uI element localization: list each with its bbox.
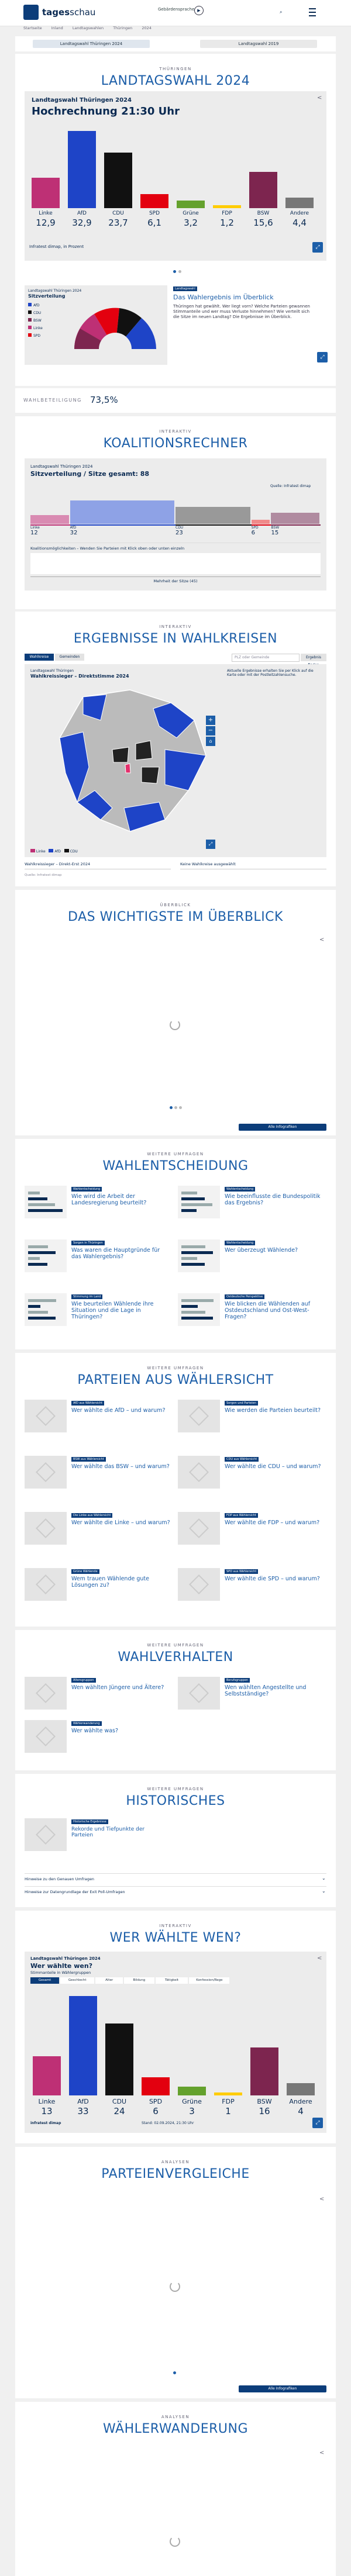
thumb-chart-bar — [181, 1192, 197, 1194]
coalition-bar[interactable] — [252, 520, 270, 524]
all-infographics-button[interactable]: Alle Infografiken — [239, 2385, 326, 2392]
party-comparison-card — [15, 2147, 336, 2398]
teaser-title[interactable]: Wen wählten Jüngere und Ältere? — [71, 1684, 164, 1691]
parties-card — [15, 1353, 336, 1627]
play-icon[interactable]: ▶ — [194, 6, 204, 15]
coalition-source: Quelle: Infratest dimap — [270, 484, 311, 488]
result-party-label: BSW — [257, 210, 270, 216]
who-voted-bar — [214, 2092, 242, 2095]
teaser-image[interactable] — [178, 1456, 220, 1489]
teaser-title[interactable]: Wen wählten Angestellte und Selbstständige? — [225, 1684, 307, 1697]
teaser-image[interactable] — [25, 1239, 67, 1272]
thumb-chart-bar — [181, 1311, 205, 1314]
teaser-image[interactable] — [25, 1293, 67, 1326]
find-result-button[interactable]: Ergebnis — [301, 654, 326, 661]
thumb-chart-bar — [28, 1209, 63, 1212]
share-icon[interactable]: < — [319, 2450, 325, 2456]
teaser-title[interactable]: Wem trauen Wählende gute Lösungen zu? — [71, 1576, 149, 1589]
teaser-image[interactable] — [25, 1568, 67, 1601]
panel-title: Landtagswahl Thüringen 2024 — [30, 1956, 101, 1961]
teaser-title[interactable]: Was waren die Hauptgründe für das Wahlergebnis? — [71, 1247, 160, 1260]
teaser-image[interactable] — [25, 1456, 67, 1489]
teaser-kicker: SPD aus Wählersicht — [225, 1569, 258, 1574]
teaser-image[interactable] — [178, 1400, 220, 1432]
thumb-chart-bar — [28, 1305, 40, 1308]
teaser-kicker: Wählerwanderung — [71, 1721, 102, 1726]
section-kicker: INTERAKTIV — [159, 429, 192, 434]
who-voted-party-label: Linke — [38, 2098, 56, 2105]
panel-stand: Stand: 02.09.2024, 21:30 Uhr — [142, 2121, 194, 2125]
legend-cdu: CDU — [70, 850, 78, 854]
teaser-title[interactable]: Wie werden die Parteien beurteilt? — [225, 1407, 321, 1414]
result-value: 3,2 — [184, 217, 198, 228]
breadcrumb-item[interactable]: Thüringen — [113, 26, 133, 30]
fullscreen-icon[interactable]: ⤢ — [312, 2118, 323, 2128]
thumb-chart-bar — [28, 1197, 47, 1200]
share-icon[interactable]: < — [317, 95, 322, 101]
result-party-label: FDP — [222, 210, 232, 216]
coalition-party-label: Linke — [30, 524, 70, 530]
map-panel — [25, 664, 326, 857]
voting-behaviour-card — [15, 1630, 336, 1770]
legend-afd: AfD — [54, 850, 61, 854]
chevron-down-icon[interactable]: ⌄ — [322, 1888, 326, 1894]
section-title: HISTORISCHES — [126, 1794, 225, 1808]
section-kicker: WEITERE UMFRAGEN — [147, 1366, 204, 1370]
teaser-title[interactable]: Wer wählte was? — [71, 1728, 119, 1734]
turnout-card — [15, 388, 336, 413]
who-voted-bar — [287, 2083, 315, 2095]
share-icon[interactable]: < — [317, 1955, 322, 1962]
image-placeholder-icon — [189, 1683, 209, 1703]
who-voted-card — [15, 1911, 336, 2143]
coalition-subtitle: Sitzverteilung / Sitze gesamt: 88 — [30, 470, 150, 478]
coalition-party-label: CDU — [176, 524, 252, 530]
coalition-party-label: BSW — [271, 524, 321, 530]
teaser-title[interactable]: Wer wählte die SPD – und warum? — [225, 1576, 320, 1582]
seat-legend-item — [28, 333, 63, 338]
fullscreen-icon[interactable]: ⤢ — [317, 352, 328, 362]
coalition-note: Koalitionsmöglichkeiten – Wenden Sie Parteien mit Klick oben oder unten einzeln — [30, 546, 185, 551]
coalition-seat-value: 32 — [70, 530, 78, 536]
result-bar — [213, 205, 241, 208]
teaser-image[interactable] — [25, 1720, 67, 1753]
teaser-kicker: Historische Ergebnisse — [71, 1819, 108, 1824]
results-chart-panel — [25, 91, 326, 261]
share-icon[interactable]: < — [319, 937, 325, 943]
thumb-chart-bar — [181, 1305, 198, 1308]
seat-chart-subtitle: Sitzverteilung — [28, 293, 66, 299]
result-value: 23,7 — [108, 217, 128, 228]
tab-lw-2019[interactable]: Landtagswahl 2019 — [200, 40, 317, 48]
teaser-kicker: Altersgruppen — [71, 1678, 96, 1683]
constituency-select[interactable]: Keine Wahlkreise ausgewählt — [180, 862, 326, 869]
teaser-kicker: Sorgen in Thüringen — [71, 1241, 105, 1245]
carousel-dot[interactable] — [170, 1106, 173, 1109]
section-title: PARTEIENVERGLEICHE — [101, 2167, 250, 2181]
winner-select[interactable]: Wahlkreissieger – Direkt-Erst 2024 — [25, 862, 171, 869]
group-tab[interactable]: Geschlecht — [60, 1977, 94, 1984]
who-voted-party-label: BSW — [257, 2098, 272, 2105]
teaser-title[interactable]: Wer wählte die FDP – und warum? — [225, 1520, 320, 1526]
carousel-dot[interactable] — [174, 1106, 177, 1109]
result-bar — [32, 178, 60, 208]
who-voted-value: 13 — [41, 2106, 53, 2116]
teaser-title[interactable]: Wer wählte die AfD – und warum? — [71, 1407, 166, 1414]
teaser-title[interactable]: Wer überzeugt Wählende? — [225, 1247, 298, 1254]
plz-search-input[interactable]: PLZ oder Gemeinde — [232, 654, 300, 662]
coalition-bar[interactable] — [271, 513, 319, 524]
zoom-out-button[interactable]: − — [206, 726, 215, 735]
who-voted-value: 33 — [77, 2106, 89, 2116]
coalition-drop-area[interactable] — [30, 553, 321, 574]
voter-migration-card — [15, 2402, 336, 2576]
coalition-seat-value: 15 — [271, 530, 279, 536]
result-bar — [104, 153, 132, 208]
section-kicker: WEITERE UMFRAGEN — [147, 1787, 204, 1791]
thumb-chart-bar — [28, 1245, 48, 1248]
teaser-title[interactable]: Das Wahlergebnis im Überblick — [173, 293, 274, 301]
chart-footer: Infratest dimap, in Prozent — [29, 244, 84, 249]
thumb-chart-bar — [181, 1251, 213, 1254]
who-voted-party-label: SPD — [149, 2098, 163, 2105]
section-kicker: ANALYSEN — [161, 2415, 190, 2419]
result-link-teaser[interactable] — [173, 286, 329, 364]
turnout-value: 73,5% — [90, 395, 118, 405]
fullscreen-icon[interactable]: ⤢ — [206, 840, 215, 849]
result-value: 1,2 — [220, 217, 234, 228]
coalition-bar[interactable] — [176, 507, 250, 524]
section-title: KOALITIONSRECHNER — [103, 436, 248, 451]
image-placeholder-icon — [189, 1462, 209, 1482]
who-voted-bar — [142, 2077, 170, 2095]
tagesschau-logo-icon[interactable] — [23, 5, 39, 20]
legend-swatch — [28, 310, 32, 314]
image-placeholder-icon — [36, 1683, 56, 1703]
seat-chart-title: Landtagswahl Thüringen 2024 — [28, 289, 82, 293]
site-header — [0, 0, 351, 26]
legend-label: SPD — [33, 334, 41, 338]
result-value: 12,9 — [36, 217, 56, 228]
result-bar — [249, 172, 277, 208]
teaser-image[interactable] — [178, 1186, 220, 1218]
thumb-chart-bar — [28, 1311, 48, 1314]
panel-subtitle: Wer wählte wen? — [30, 1962, 93, 1970]
thumb-chart-bar — [181, 1245, 205, 1248]
who-voted-party-label: Andere — [289, 2098, 312, 2105]
who-voted-bar — [178, 2087, 206, 2095]
result-bar — [177, 201, 205, 208]
teaser-title[interactable]: Wer wählte die CDU – und warum? — [225, 1463, 321, 1470]
carousel-dot[interactable] — [178, 270, 181, 273]
breadcrumb — [23, 26, 328, 36]
panel-subtitle-2: Stimmanteile in Wählergruppen — [30, 1970, 91, 1975]
result-party-label: Andere — [290, 210, 309, 216]
result-party-label: AfD — [77, 210, 87, 216]
result-value: 6,1 — [147, 217, 161, 228]
who-voted-bar — [250, 2047, 278, 2095]
teaser-kicker: Ostdeutsche Perspektive — [225, 1294, 264, 1299]
result-bar — [285, 198, 314, 208]
seat-hemicycle — [66, 299, 165, 358]
who-voted-party-label: CDU — [112, 2098, 127, 2105]
result-bar — [140, 194, 168, 208]
map-legend — [30, 849, 78, 854]
group-tab[interactable]: Konfession/Rege — [189, 1977, 229, 1984]
loading-spinner-icon — [170, 1020, 180, 1030]
result-bar — [68, 131, 96, 208]
teaser-title[interactable]: Wer wählte das BSW – und warum? — [71, 1463, 170, 1470]
results-bars — [25, 91, 326, 261]
image-placeholder-icon — [36, 1406, 56, 1426]
coalition-bar[interactable] — [70, 500, 174, 524]
coalition-panel — [25, 458, 326, 591]
section-kicker: ÜBERBLICK — [160, 903, 191, 907]
section-kicker: INTERAKTIV — [159, 1924, 192, 1928]
teaser-text: Thüringen hat gewählt. Wer liegt vorn? Welche Parteien gewannen Stimmanteile und wer muss Verluste hinnehmen? Wie verteilt sich die Sitze im neuen Landtag? Die Ergebnisse im Überblick. — [173, 304, 310, 319]
teaser-image[interactable] — [25, 1677, 67, 1710]
panel-source: infratest dimap — [30, 2121, 61, 2125]
section-title: WAHLENTSCHEIDUNG — [102, 1159, 249, 1173]
who-voted-party-label: Grüne — [182, 2098, 202, 2105]
legend-swatch — [28, 326, 32, 329]
legend-label: BSW — [33, 319, 42, 323]
chart-subtitle: Hochrechnung 21:30 Uhr — [32, 105, 180, 118]
who-voted-panel — [25, 1952, 326, 2133]
teaser-kicker: Sorgen und Parteien — [225, 1401, 258, 1406]
section-title: PARTEIEN AUS WÄHLERSICHT — [77, 1373, 274, 1387]
decision-card — [15, 1139, 336, 1349]
divider — [25, 1886, 326, 1887]
coalition-seat-value: 23 — [176, 530, 183, 536]
legend-swatch — [28, 333, 32, 337]
teaser-title[interactable]: Wie wird die Arbeit der Landesregierung beurteilt? — [71, 1193, 147, 1206]
who-voted-value: 1 — [225, 2106, 231, 2116]
hint-link[interactable]: Hinweise zur Datengrundlage der Exit Poll-Umfragen — [25, 1890, 125, 1894]
divider — [25, 1873, 326, 1874]
coalition-title: Landtagswahl Thüringen 2024 — [30, 464, 93, 469]
who-voted-party-label: AfD — [77, 2098, 89, 2105]
thuringia-map[interactable] — [48, 685, 218, 837]
all-infographics-button[interactable]: Alle Infografiken — [239, 1124, 326, 1131]
sign-language-label[interactable]: Gebärdensprache — [158, 7, 195, 12]
seat-chart-panel — [25, 285, 167, 365]
who-voted-bar — [105, 2023, 133, 2095]
legend-label: AfD — [33, 303, 40, 308]
result-party-label: Grüne — [183, 210, 199, 216]
teaser-kicker: Landtagswahl — [173, 286, 197, 291]
thumb-chart-bar — [181, 1299, 214, 1302]
breadcrumb-item[interactable]: Startseite — [23, 26, 42, 30]
thumb-chart-bar — [181, 1263, 205, 1266]
image-placeholder-icon — [36, 1574, 56, 1594]
image-placeholder-icon — [36, 1726, 56, 1746]
coalition-seat-value: 12 — [30, 530, 38, 536]
seat-legend-item — [28, 303, 63, 308]
teaser-kicker: AfD aus Wählersicht — [71, 1401, 104, 1406]
result-value: 4,4 — [292, 217, 307, 228]
result-party-label: SPD — [149, 210, 160, 216]
teaser-kicker: Wahlentscheidung — [225, 1187, 255, 1192]
tab-gemeinden[interactable]: Gemeinden — [55, 654, 84, 661]
section-kicker: WEITERE UMFRAGEN — [147, 1152, 204, 1156]
thumb-chart-bar — [181, 1317, 213, 1320]
map-description: Aktuelle Ergebnisse erhalten Sie per Klick auf die Karte oder mit der Postleitzahlensuche. — [227, 669, 314, 677]
breadcrumb-item[interactable]: Landtagswahlen — [72, 26, 104, 30]
teaser-image[interactable] — [25, 1818, 67, 1851]
section-title: LANDTAGSWAHL 2024 — [101, 74, 250, 88]
search-icon[interactable]: ⌕ — [280, 9, 283, 15]
who-voted-value: 16 — [259, 2106, 270, 2116]
image-placeholder-icon — [36, 1825, 56, 1845]
section-title: WÄHLERWANDERUNG — [103, 2422, 248, 2436]
section-kicker: INTERAKTIV — [159, 624, 192, 629]
menu-icon[interactable] — [309, 8, 316, 16]
seat-legend-item — [28, 326, 63, 330]
coalition-seat-value: 6 — [251, 530, 255, 536]
result-party-label: Linke — [39, 210, 53, 216]
section-kicker: WEITERE UMFRAGEN — [147, 1643, 204, 1648]
thumb-chart-bar — [28, 1257, 40, 1260]
teaser-kicker: Wahlentscheidung — [71, 1187, 102, 1192]
historic-card — [15, 1774, 336, 1907]
teaser-kicker: Stimmung im Land — [71, 1294, 102, 1299]
result-value: 15,6 — [253, 217, 273, 228]
thumb-chart-bar — [28, 1203, 55, 1206]
legend-linke: Linke — [36, 850, 46, 854]
tab-lw-2024[interactable]: Landtagswahl Thüringen 2024 — [33, 40, 150, 48]
loading-spinner-icon — [170, 2536, 180, 2547]
image-placeholder-icon — [36, 1462, 56, 1482]
map-title: Landtagswahl Thüringen — [30, 669, 74, 673]
coalition-bar[interactable] — [30, 515, 69, 524]
hint-link[interactable]: Hinweise zu den Genauen Umfragen — [25, 1877, 95, 1881]
teaser-image[interactable] — [178, 1293, 220, 1326]
thumb-chart-bar — [181, 1209, 197, 1212]
teaser-image[interactable] — [25, 1512, 67, 1545]
share-icon[interactable]: < — [319, 2196, 325, 2202]
teaser-kicker: Berufsgruppen — [225, 1678, 250, 1683]
legend-label: Linke — [33, 326, 43, 330]
section-title: WAHLVERHALTEN — [118, 1650, 233, 1665]
teaser-image[interactable] — [178, 1677, 220, 1710]
teaser-title[interactable]: Wie beurteilen Wählende ihre Situation und die Lage in Thüringen? — [71, 1301, 154, 1320]
section-title: ERGEBNISSE IN WAHLKREISEN — [73, 631, 278, 646]
teaser-kicker: FDP aus Wählersicht — [225, 1513, 258, 1518]
who-voted-value: 6 — [153, 2106, 159, 2116]
teaser-kicker: Wahlentscheidung — [225, 1241, 255, 1245]
section-title: DAS WICHTIGSTE IM ÜBERBLICK — [68, 910, 283, 924]
zoom-in-button[interactable]: + — [206, 716, 215, 725]
thumb-chart-bar — [28, 1317, 56, 1320]
breadcrumb-item: 2024 — [142, 26, 152, 30]
reset-map-button[interactable]: ⌂ — [206, 737, 215, 746]
section-kicker: THÜRINGEN — [159, 67, 192, 71]
thumb-chart-bar — [181, 1257, 197, 1260]
loading-spinner-icon — [170, 2281, 180, 2292]
teaser-image[interactable] — [25, 1400, 67, 1432]
teaser-image[interactable] — [25, 1186, 67, 1218]
group-tab[interactable]: Gesamt — [30, 1977, 59, 1984]
thumb-chart-bar — [181, 1203, 212, 1206]
thumb-chart-bar — [28, 1299, 56, 1302]
who-voted-bars — [25, 1952, 326, 2133]
carousel-dot[interactable] — [179, 1106, 182, 1109]
section-kicker: ANALYSEN — [161, 2160, 190, 2164]
who-voted-bar — [33, 2056, 61, 2095]
image-placeholder-icon — [189, 1518, 209, 1538]
chevron-down-icon[interactable]: ⌄ — [322, 1876, 326, 1881]
teaser-image[interactable] — [178, 1512, 220, 1545]
legend-swatch — [28, 318, 32, 322]
map-source: Quelle: Infratest dimap — [25, 873, 62, 877]
fullscreen-icon[interactable]: ⤢ — [312, 242, 323, 253]
constituency-results-card — [15, 612, 336, 886]
who-voted-bar — [69, 1996, 97, 2095]
carousel-dot[interactable] — [173, 2371, 176, 2374]
section-title: WER WÄHLTE WEN? — [109, 1931, 242, 1945]
legend-label: CDU — [33, 311, 42, 315]
map-subtitle: Wahlkreissieger – Direktstimme 2024 — [30, 674, 129, 679]
image-placeholder-icon — [189, 1406, 209, 1426]
group-tab[interactable]: Tätigkeit — [156, 1977, 188, 1984]
thumb-chart-bar — [181, 1197, 205, 1200]
teaser-image[interactable] — [178, 1239, 220, 1272]
legend-swatch — [28, 303, 32, 306]
group-tab[interactable]: Bildung — [124, 1977, 154, 1984]
teaser-title[interactable]: Wie beeinflusste die Bundespolitik das Ergebnis? — [225, 1193, 321, 1206]
teaser-kicker: BSW aus Wählersicht — [71, 1457, 106, 1462]
group-tab[interactable]: Alter — [95, 1977, 123, 1984]
election-tabs — [15, 36, 336, 51]
image-placeholder-icon — [189, 1574, 209, 1594]
breadcrumb-item[interactable]: Inland — [51, 26, 63, 30]
teaser-image[interactable] — [178, 1568, 220, 1601]
carousel-dot[interactable] — [173, 270, 176, 273]
coalition-calculator-card — [15, 416, 336, 609]
teaser-kicker: Grüne Wählende — [71, 1569, 99, 1574]
who-voted-party-label: FDP — [222, 2098, 235, 2105]
who-voted-value: 3 — [189, 2106, 195, 2116]
who-voted-value: 4 — [298, 2106, 304, 2116]
teaser-title[interactable]: Wer wählte die Linke – und warum? — [71, 1520, 170, 1526]
teaser-title[interactable]: Rekorde und Tiefpunkte der Parteien — [71, 1826, 145, 1838]
seat-legend-item — [28, 310, 63, 315]
seat-legend-item — [28, 318, 63, 323]
teaser-kicker: CDU aus Wählersicht — [225, 1457, 259, 1462]
image-placeholder-icon — [36, 1518, 56, 1538]
turnout-label: WAHLBETEILIGUNG — [23, 398, 82, 403]
thumb-chart-bar — [28, 1251, 56, 1254]
result-party-label: CDU — [112, 210, 124, 216]
thumb-chart-bar — [28, 1192, 40, 1194]
majority-line: Mehrheit der Sitze (45) — [30, 576, 321, 585]
thumb-chart-bar — [28, 1263, 47, 1266]
teaser-title[interactable]: Wie blicken die Wählenden auf Ostdeutschland und Ost-West-Fragen? — [225, 1301, 311, 1320]
result-value: 32,9 — [72, 217, 92, 228]
who-voted-value: 24 — [113, 2106, 125, 2116]
teaser-kicker: Die Linke aus Wählersicht — [71, 1513, 112, 1518]
chart-title: Landtagswahl Thüringen 2024 — [32, 97, 132, 103]
coalition-party-label: SPD — [252, 524, 271, 530]
seat-legend — [28, 303, 63, 341]
brand-name[interactable]: tagesschau — [42, 7, 96, 18]
tab-wahlkreise[interactable]: Wahlkreise — [25, 654, 54, 661]
coalition-party-label: AfD — [70, 524, 176, 530]
overview-card — [15, 890, 336, 1135]
landtagswahl-card — [15, 54, 336, 386]
